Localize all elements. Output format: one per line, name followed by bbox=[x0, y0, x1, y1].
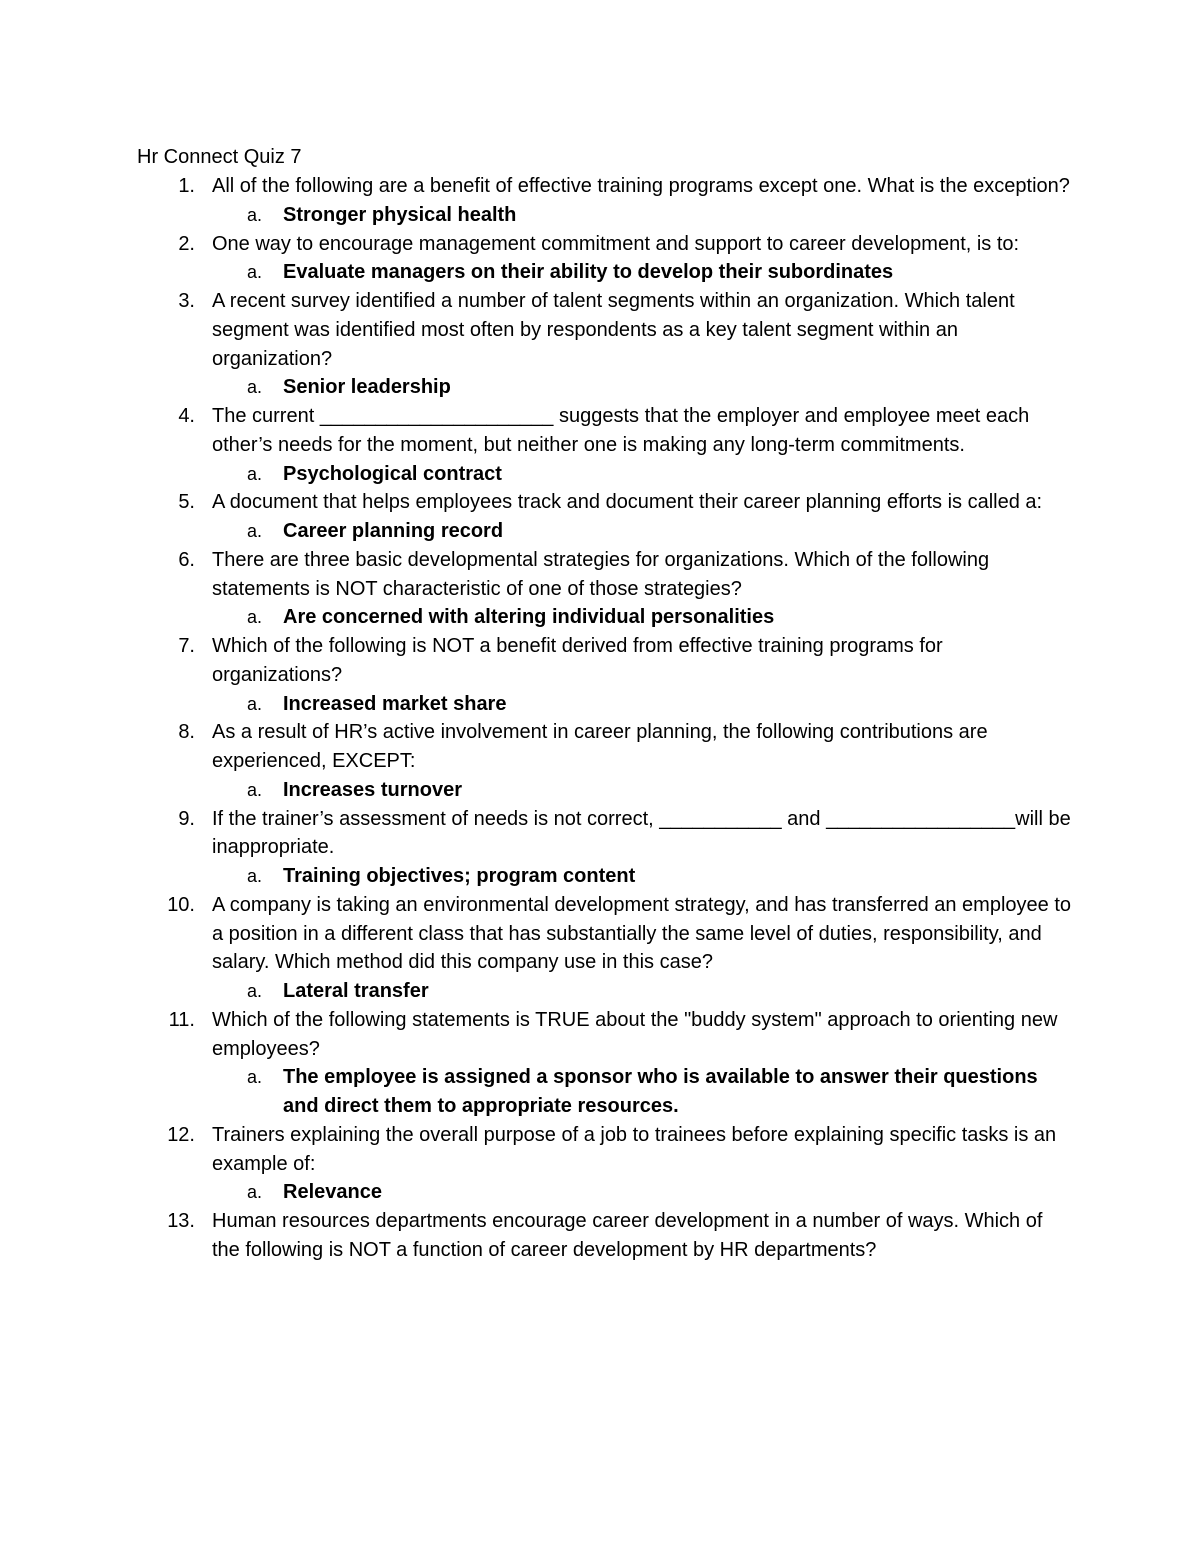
question-item bbox=[137, 172, 1072, 230]
question-number: 3. bbox=[178, 290, 195, 312]
question-item bbox=[137, 488, 1072, 546]
answer-row bbox=[137, 258, 1072, 287]
answer-row bbox=[137, 1178, 1072, 1207]
question-text: Which of the following is NOT a benefit derived from effective training programs for organizations? bbox=[212, 635, 943, 686]
question-list bbox=[137, 172, 1072, 1265]
question-item bbox=[137, 632, 1072, 718]
answer-text: Training objectives; program content bbox=[283, 865, 636, 887]
answer-letter: a. bbox=[247, 463, 263, 484]
question-number: 7. bbox=[178, 635, 195, 657]
document-title: Hr Connect Quiz 7 bbox=[137, 146, 302, 168]
question-item bbox=[137, 891, 1072, 1006]
answer-text: The employee is assigned a sponsor who is available to answer their questions and direct them to appropriate resources. bbox=[283, 1066, 1038, 1117]
answer-row bbox=[137, 1063, 1072, 1121]
answer-row bbox=[137, 517, 1072, 546]
answer-text: Evaluate managers on their ability to develop their subordinates bbox=[283, 261, 894, 284]
question-text: One way to encourage management commitment and support to career development, is to: bbox=[212, 232, 1020, 255]
question-item bbox=[137, 805, 1072, 891]
question-item bbox=[137, 287, 1072, 402]
answer-text: Senior leadership bbox=[283, 376, 451, 399]
answer-text: Psychological contract bbox=[283, 462, 502, 485]
question-number: 12. bbox=[167, 1123, 195, 1146]
answer-letter: a. bbox=[247, 981, 263, 1001]
question-text: A document that helps employees track and document their career planning efforts is called a: bbox=[212, 491, 1043, 514]
question-item bbox=[137, 1207, 1072, 1265]
answer-letter: a. bbox=[247, 1182, 263, 1203]
question-text: There are three basic developmental strategies for organizations. Which of the following statements is NOT characteristic of one of those strategies? bbox=[212, 548, 990, 600]
question-text: Human resources departments encourage career development in a number of ways. Which of the following is NOT a function of career development by HR departments? bbox=[212, 1210, 1043, 1261]
question-text: As a result of HR’s active involvement in career planning, the following contributions are experienced, EXCEPT: bbox=[212, 721, 988, 772]
question-text: Trainers explaining the overall purpose of a job to trainees before explaining specific tasks is an example of: bbox=[212, 1123, 1057, 1175]
answer-letter: a. bbox=[247, 866, 263, 886]
answer-text: Increased market share bbox=[283, 692, 507, 715]
answer-letter: a. bbox=[247, 693, 263, 714]
question-item bbox=[137, 546, 1072, 632]
answer-letter: a. bbox=[247, 607, 263, 628]
answer-letter: a. bbox=[247, 262, 263, 283]
answer-text: Lateral transfer bbox=[283, 980, 429, 1002]
answer-text: Career planning record bbox=[283, 520, 504, 542]
answer-letter: a. bbox=[247, 779, 263, 800]
answer-letter: a. bbox=[247, 1067, 263, 1088]
answer-text: Increases turnover bbox=[283, 778, 462, 801]
question-number: 2. bbox=[178, 232, 195, 255]
question-item bbox=[137, 402, 1072, 488]
question-text: A recent survey identified a number of talent segments within an organization. Which talent segment was identified most often by respondents as a key talent segment within an organization? bbox=[212, 290, 1015, 370]
answer-row bbox=[137, 603, 1072, 632]
question-number: 6. bbox=[178, 548, 195, 571]
answer-letter: a. bbox=[247, 204, 263, 225]
answer-row bbox=[137, 977, 1072, 1006]
question-text: A company is taking an environmental development strategy, and has transferred an employee to a position in a different class that has substantially the same level of duties, responsibility, and salary. Which method did this company use in this case? bbox=[212, 893, 1072, 974]
question-number: 10. bbox=[167, 893, 195, 916]
answer-row bbox=[137, 460, 1072, 489]
question-text: Which of the following statements is TRUE about the "buddy system" approach to orienting new employees? bbox=[212, 1008, 1058, 1060]
answer-row bbox=[137, 690, 1072, 719]
answer-letter: a. bbox=[247, 521, 263, 541]
question-item bbox=[137, 1121, 1072, 1207]
answer-letter: a. bbox=[247, 377, 263, 398]
answer-text: Relevance bbox=[283, 1181, 382, 1204]
question-number: 5. bbox=[178, 491, 195, 514]
question-text: If the trainer’s assessment of needs is not correct, ___________ and _________________will be inappropriate. bbox=[212, 807, 1071, 859]
question-item bbox=[137, 230, 1072, 288]
question-item bbox=[137, 1006, 1072, 1121]
question-number: 11. bbox=[168, 1008, 195, 1031]
question-number: 1. bbox=[178, 175, 195, 197]
answer-text: Are concerned with altering individual personalities bbox=[283, 606, 775, 629]
question-text: The current _____________________ suggests that the employer and employee meet each other’s needs for the moment, but neither one is making any long-term commitments. bbox=[212, 405, 1030, 456]
question-number: 13. bbox=[167, 1210, 195, 1232]
answer-row bbox=[137, 201, 1072, 230]
question-text: All of the following are a benefit of effective training programs except one. What is the exception? bbox=[212, 175, 1070, 197]
answer-text: Stronger physical health bbox=[283, 203, 517, 226]
answer-row bbox=[137, 373, 1072, 402]
question-number: 8. bbox=[178, 721, 195, 744]
question-item bbox=[137, 718, 1072, 804]
answer-row bbox=[137, 776, 1072, 805]
question-number: 9. bbox=[178, 807, 195, 830]
answer-row bbox=[137, 862, 1072, 891]
question-number: 4. bbox=[178, 405, 195, 427]
